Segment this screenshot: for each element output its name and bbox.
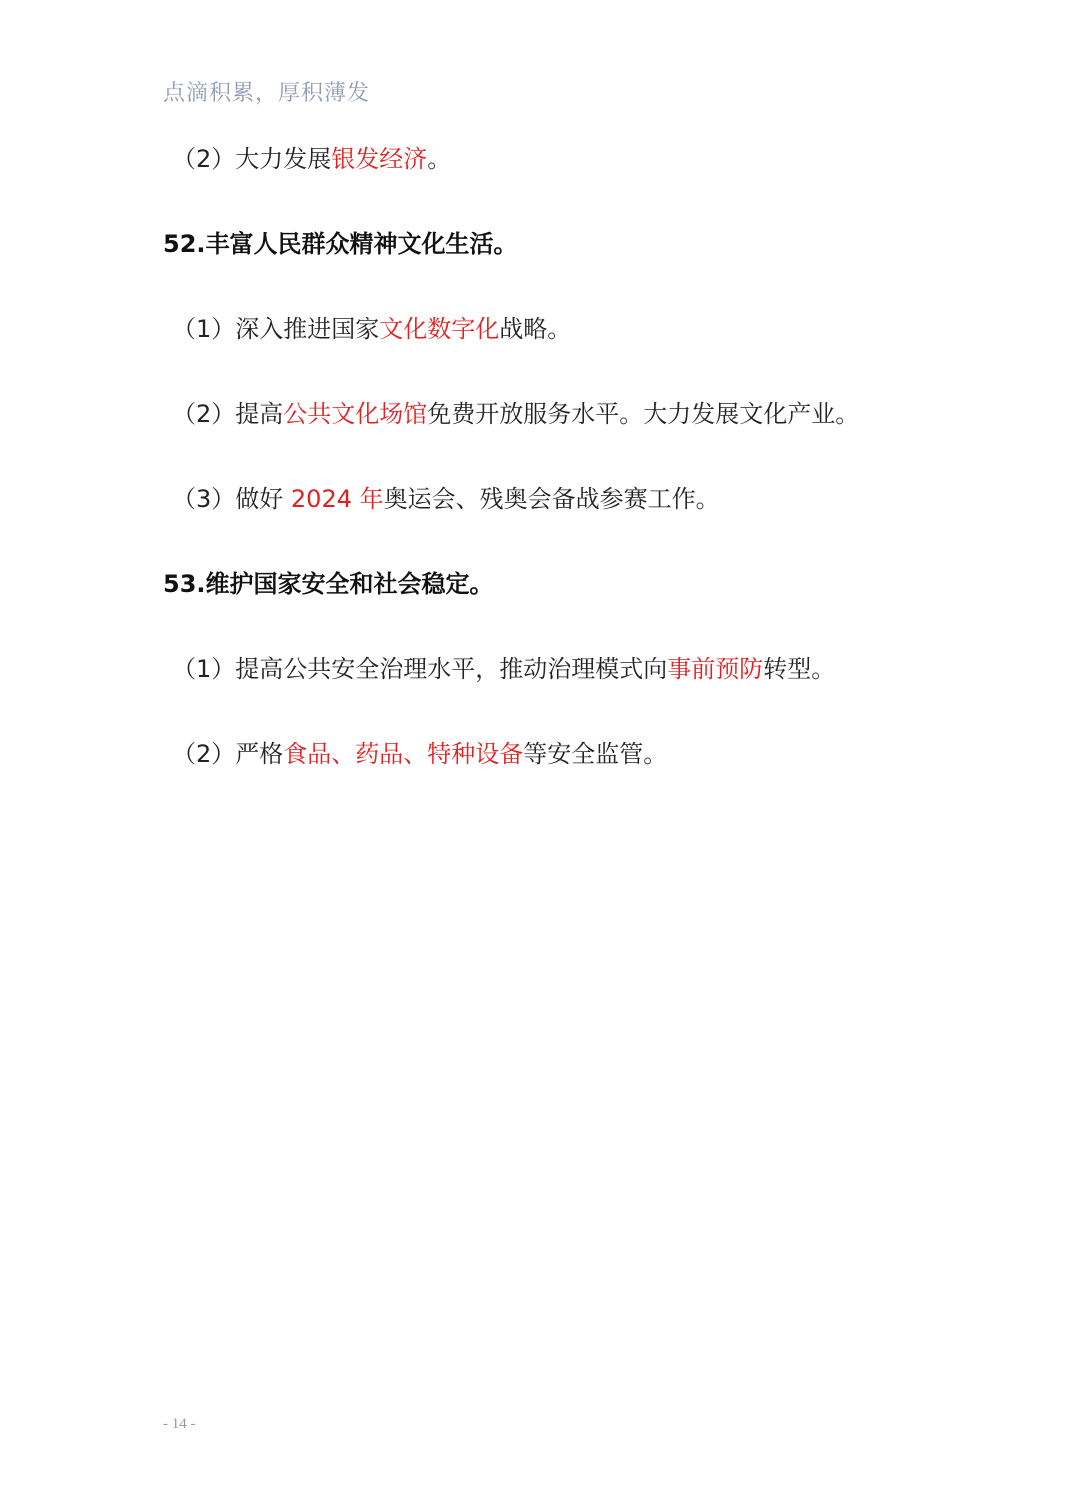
page-number: - 14 - [163,1416,196,1432]
list-item [172,652,835,686]
text-segment: 奥运会、残奥会备战参赛工作。 [383,485,720,513]
text-segment: 战略。 [499,315,572,343]
text-segment: 等安全监管。 [523,740,668,768]
text-segment: （1）深入推进国家 [172,315,380,343]
list-item [172,397,859,431]
text-segment: （2）提高 [172,400,284,428]
highlight-term: 文化数字化 [379,315,500,343]
highlight-term: 食品、药品、特种设备 [283,740,524,768]
list-item [172,142,451,176]
highlight-term: 银发经济 [331,145,428,173]
section-heading [163,227,518,261]
heading-text: 52.丰富人民群众精神文化生活。 [163,230,518,258]
highlight-term: 2024 年 [290,485,384,513]
text-segment: （3）做好 [172,485,291,513]
list-item [172,482,720,516]
text-segment: （1）提高公共安全治理水平，推动治理模式向 [172,655,668,683]
running-header: 点滴积累，厚积薄发 [163,81,371,106]
highlight-term: 公共文化场馆 [283,400,428,428]
list-item [172,737,667,771]
section-heading [163,567,494,601]
text-segment: 转型。 [763,655,836,683]
text-segment: （2）严格 [172,740,284,768]
text-segment: 。 [427,145,452,173]
list-item [172,312,571,346]
highlight-term: 事前预防 [667,655,764,683]
text-segment: （2）大力发展 [172,145,332,173]
heading-text: 53.维护国家安全和社会稳定。 [163,570,494,598]
text-segment: 免费开放服务水平。大力发展文化产业。 [427,400,860,428]
